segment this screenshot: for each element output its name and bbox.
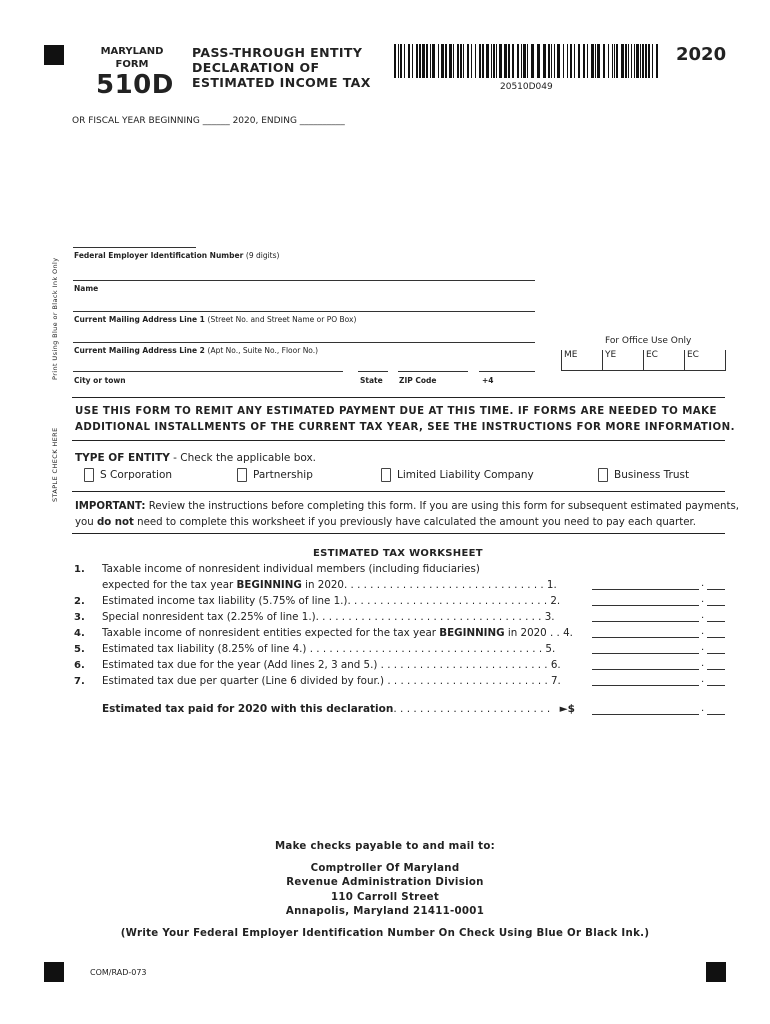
address-line-2-hint: (Apt No., Suite No., Floor No.) bbox=[207, 346, 319, 355]
barcode-bar bbox=[603, 44, 605, 78]
entity-rule bbox=[72, 491, 725, 492]
form-number: 510D bbox=[96, 70, 174, 100]
barcode-bar bbox=[400, 44, 402, 78]
decimal-point: . bbox=[701, 578, 705, 589]
office-cell-ec-2: EC bbox=[685, 350, 726, 371]
worksheet-line-text: expected for the tax year BEGINNING in 2020. . . . . . . . . . . . . . . . . . . . . . . . . . . . . . . 1. bbox=[102, 579, 557, 591]
estimated-tax-paid-line: Estimated tax paid for 2020 with this declaration. . . . . . . . . . . . . . . . . . . . . . . . ►$ bbox=[102, 703, 575, 715]
title-line-3: ESTIMATED INCOME TAX bbox=[192, 75, 371, 90]
barcode-bar bbox=[628, 44, 629, 78]
estimated-tax-paid-amount[interactable] bbox=[592, 703, 699, 715]
barcode-bar bbox=[504, 44, 507, 78]
decimal-point: . bbox=[701, 594, 705, 605]
worksheet-line bbox=[74, 609, 555, 625]
entity-type-heading bbox=[75, 452, 316, 464]
worksheet-line bbox=[74, 641, 555, 657]
address-line-1-hint: (Street No. and Street Name or PO Box) bbox=[207, 315, 357, 324]
worksheet-line-text: Taxable income of nonresident entities expected for the tax year BEGINNING in 2020 . . 4. bbox=[102, 627, 573, 639]
worksheet-line-number: 1. bbox=[74, 564, 85, 575]
zip-plus4-label: +4 bbox=[482, 376, 494, 385]
barcode-bar bbox=[512, 44, 514, 78]
notice-line-1: USE THIS FORM TO REMIT ANY ESTIMATED PAYMENT DUE AT THIS TIME. IF FORMS ARE NEEDED TO MAKE bbox=[75, 406, 717, 417]
state-label: State bbox=[360, 376, 383, 385]
barcode-bar bbox=[398, 44, 399, 78]
worksheet-title: ESTIMATED TAX WORKSHEET bbox=[313, 548, 483, 559]
fiscal-beginning-label: OR FISCAL YEAR BEGINNING bbox=[72, 116, 200, 126]
registration-mark-top-left bbox=[44, 45, 64, 65]
barcode-text: 20510D049 bbox=[500, 82, 553, 92]
entity-type-label: TYPE OF ENTITY bbox=[75, 452, 170, 464]
worksheet-line-text: Estimated tax due per quarter (Line 6 divided by four.) . . . . . . . . . . . . . . . . . . . . . . . . . 7. bbox=[102, 675, 561, 687]
state-input[interactable] bbox=[358, 371, 388, 372]
mailing-instructions bbox=[0, 840, 770, 941]
barcode-bar bbox=[508, 44, 510, 78]
barcode-bar bbox=[523, 44, 526, 78]
barcode-bar bbox=[631, 44, 632, 78]
barcode-bar bbox=[614, 44, 615, 78]
form-title bbox=[192, 45, 371, 90]
payment-notice bbox=[75, 404, 735, 436]
worksheet-line-text: Estimated tax due for the year (Add lines 2, 3 and 5.) . . . . . . . . . . . . . . . . . . . . . . . . . . 6. bbox=[102, 659, 561, 671]
barcode-bar bbox=[531, 44, 534, 78]
barcode-bar bbox=[426, 44, 428, 78]
worksheet-cents-input[interactable] bbox=[707, 578, 725, 590]
zip-plus4-input[interactable] bbox=[479, 371, 535, 372]
office-use-table bbox=[561, 350, 726, 371]
barcode-bar bbox=[548, 44, 550, 78]
barcode-bar bbox=[645, 44, 647, 78]
barcode-bar bbox=[445, 44, 447, 78]
decimal-point: . bbox=[701, 703, 705, 714]
decimal-point: . bbox=[701, 674, 705, 685]
estimated-tax-paid-label: Estimated tax paid for 2020 with this declaration bbox=[102, 703, 394, 715]
notice-rule-bottom bbox=[72, 440, 725, 441]
worksheet-cents-input[interactable] bbox=[707, 610, 725, 622]
barcode-bar bbox=[537, 44, 540, 78]
worksheet-line bbox=[74, 673, 561, 689]
barcode-bar bbox=[475, 44, 476, 78]
worksheet-line-number: 3. bbox=[74, 612, 85, 623]
address-line-1-label: Current Mailing Address Line 1 (Street No. and Street Name or PO Box) bbox=[74, 315, 357, 324]
address-line-2-input[interactable] bbox=[73, 342, 535, 343]
worksheet-line bbox=[74, 593, 560, 609]
decimal-point: . bbox=[701, 658, 705, 669]
barcode-bar bbox=[438, 44, 439, 78]
s-corp-checkbox[interactable] bbox=[84, 468, 94, 482]
barcode-bar bbox=[583, 44, 585, 78]
worksheet-amount-input[interactable] bbox=[592, 578, 699, 590]
city-label: City or town bbox=[74, 376, 126, 385]
barcode-bar bbox=[621, 44, 624, 78]
office-cell-me: ME bbox=[562, 350, 603, 371]
entity-option-s-corp[interactable]: S Corporation bbox=[84, 467, 172, 483]
fein-input[interactable] bbox=[73, 247, 196, 248]
barcode-bar bbox=[616, 44, 618, 78]
barcode-bar bbox=[636, 44, 639, 78]
barcode-bar bbox=[563, 44, 564, 78]
barcode-bar bbox=[479, 44, 481, 78]
worksheet-line-text: Estimated income tax liability (5.75% of line 1.). . . . . . . . . . . . . . . . . . . . . . . . . . . . . . . 2. bbox=[102, 595, 561, 607]
barcode-bar bbox=[640, 44, 641, 78]
ink-instruction-vertical: Print Using Blue or Black Ink Only bbox=[51, 257, 59, 380]
important-note: IMPORTANT: Review the instructions before completing this form. If you are using this form for subsequent estimated payments, you do not need to complete this worksheet if you previously have calculated the amount you need to pay each quarter. bbox=[75, 501, 740, 528]
entity-option-partnership[interactable]: Partnership bbox=[237, 467, 313, 483]
zip-input[interactable] bbox=[398, 371, 468, 372]
fiscal-beginning-field[interactable]: ______ bbox=[202, 116, 230, 126]
barcode-bar bbox=[656, 44, 658, 78]
barcode-bar bbox=[422, 44, 425, 78]
barcode-bar bbox=[416, 44, 418, 78]
form-state-header bbox=[92, 45, 172, 71]
fein-label: Federal Employer Identification Number (9 digits) bbox=[74, 251, 280, 260]
tax-year: 2020 bbox=[676, 44, 727, 65]
mailing-line-3: 110 Carroll Street bbox=[330, 891, 440, 903]
registration-mark-bottom-right bbox=[706, 962, 726, 982]
barcode-bar bbox=[486, 44, 489, 78]
barcode-bar bbox=[430, 44, 431, 78]
barcode-bar bbox=[557, 44, 560, 78]
barcode-bar bbox=[412, 44, 413, 78]
barcode-bar bbox=[449, 44, 452, 78]
worksheet-line-number: 2. bbox=[74, 596, 85, 607]
worksheet-cents-input[interactable] bbox=[707, 626, 725, 638]
important-rule bbox=[72, 533, 725, 534]
entity-type-instruction: - Check the applicable box. bbox=[169, 452, 317, 464]
barcode-bar bbox=[463, 44, 464, 78]
worksheet-amount-input[interactable] bbox=[592, 626, 699, 638]
worksheet-line bbox=[74, 577, 557, 593]
barcode-bar bbox=[551, 44, 552, 78]
barcode bbox=[394, 44, 660, 78]
barcode-bar bbox=[612, 44, 613, 78]
llc-checkbox[interactable] bbox=[381, 468, 391, 482]
form-code: COM/RAD-073 bbox=[90, 968, 147, 977]
barcode-bar bbox=[517, 44, 519, 78]
worksheet-amount-input[interactable] bbox=[592, 658, 699, 670]
mailing-note: (Write Your Federal Employer Identification Number On Check Using Blue Or Black Ink.) bbox=[120, 927, 650, 939]
worksheet-line-number: 7. bbox=[74, 676, 85, 687]
arrow-dollar-icon: ►$ bbox=[559, 703, 575, 715]
barcode-bar bbox=[591, 44, 594, 78]
decimal-point: . bbox=[701, 610, 705, 621]
fiscal-year-line bbox=[72, 116, 345, 126]
name-label: Name bbox=[74, 284, 99, 293]
barcode-bar bbox=[642, 44, 644, 78]
worksheet-amount-input[interactable] bbox=[592, 674, 699, 686]
worksheet-amount-input[interactable] bbox=[592, 642, 699, 654]
decimal-point: . bbox=[701, 642, 705, 653]
fiscal-ending-field[interactable]: __________ bbox=[299, 116, 345, 126]
office-use-title: For Office Use Only bbox=[605, 336, 692, 346]
barcode-bar bbox=[543, 44, 546, 78]
barcode-bar bbox=[394, 44, 396, 78]
barcode-bar bbox=[496, 44, 497, 78]
mailing-line-2: Revenue Administration Division bbox=[286, 877, 484, 888]
barcode-bar bbox=[491, 44, 492, 78]
estimated-tax-paid-cents[interactable] bbox=[707, 703, 725, 715]
entity-option-llc[interactable]: Limited Liability Company bbox=[381, 467, 534, 483]
partnership-checkbox[interactable] bbox=[237, 468, 247, 482]
barcode-bar bbox=[597, 44, 600, 78]
barcode-bar bbox=[554, 44, 555, 78]
barcode-bar bbox=[460, 44, 462, 78]
barcode-bar bbox=[471, 44, 472, 78]
worksheet-amount-input[interactable] bbox=[592, 610, 699, 622]
name-input[interactable] bbox=[73, 280, 535, 281]
office-cell-ec-1: EC bbox=[644, 350, 685, 371]
address-line-1-input[interactable] bbox=[73, 311, 535, 312]
worksheet-amount-input[interactable] bbox=[592, 594, 699, 606]
worksheet-line-text: Taxable income of nonresident individual members (including fiduciaries) bbox=[102, 563, 480, 575]
barcode-bar bbox=[648, 44, 650, 78]
barcode-bar bbox=[467, 44, 469, 78]
barcode-bar bbox=[652, 44, 653, 78]
fiscal-ending-label: 2020, ENDING bbox=[232, 116, 297, 126]
worksheet-line bbox=[74, 625, 573, 641]
barcode-bar bbox=[404, 44, 405, 78]
barcode-bar bbox=[625, 44, 627, 78]
worksheet-line-number: 6. bbox=[74, 660, 85, 671]
barcode-bar bbox=[634, 44, 635, 78]
staple-check-vertical: STAPLE CHECK HERE bbox=[51, 427, 59, 502]
important-label: IMPORTANT: bbox=[75, 501, 146, 512]
barcode-bar bbox=[567, 44, 568, 78]
mailing-line-4: Annapolis, Maryland 21411-0001 bbox=[285, 906, 485, 917]
barcode-bar bbox=[432, 44, 435, 78]
registration-mark-bottom-left bbox=[44, 962, 64, 982]
form-word: FORM bbox=[115, 59, 149, 70]
barcode-bar bbox=[570, 44, 572, 78]
notice-line-2: ADDITIONAL INSTALLMENTS OF THE CURRENT TAX YEAR, SEE THE INSTRUCTIONS FOR MORE INFORMATION. bbox=[75, 422, 735, 433]
title-line-2: DECLARATION OF bbox=[192, 60, 320, 75]
worksheet-line-number: 4. bbox=[74, 628, 85, 639]
barcode-bar bbox=[408, 44, 410, 78]
mailing-intro: Make checks payable to and mail to: bbox=[274, 841, 496, 852]
worksheet-cents-input[interactable] bbox=[707, 674, 725, 686]
barcode-bar bbox=[578, 44, 580, 78]
worksheet-line-text: Estimated tax liability (8.25% of line 4.) . . . . . . . . . . . . . . . . . . . . . . . . . . . . . . . . . . . . 5. bbox=[102, 643, 556, 655]
barcode-bar bbox=[482, 44, 484, 78]
barcode-bar bbox=[587, 44, 588, 78]
barcode-bar bbox=[453, 44, 454, 78]
barcode-bar bbox=[419, 44, 421, 78]
barcode-bar bbox=[493, 44, 495, 78]
address-line-2-label: Current Mailing Address Line 2 (Apt No., Suite No., Floor No.) bbox=[74, 346, 319, 355]
state-name: MARYLAND bbox=[100, 46, 164, 57]
worksheet-line-number: 5. bbox=[74, 644, 85, 655]
barcode-bar bbox=[499, 44, 502, 78]
worksheet-cents-input[interactable] bbox=[707, 594, 725, 606]
zip-label: ZIP Code bbox=[399, 376, 437, 385]
barcode-bar bbox=[527, 44, 528, 78]
worksheet-line-text: Special nonresident tax (2.25% of line 1.). . . . . . . . . . . . . . . . . . . . . . . . . . . . . . . . . . . 3. bbox=[102, 611, 555, 623]
fein-hint: (9 digits) bbox=[245, 251, 280, 260]
title-line-1: PASS-THROUGH ENTITY bbox=[192, 45, 363, 60]
business-trust-checkbox[interactable] bbox=[598, 468, 608, 482]
decimal-point: . bbox=[701, 626, 705, 637]
worksheet-line bbox=[74, 657, 561, 673]
barcode-bar bbox=[595, 44, 596, 78]
office-cell-ye: YE bbox=[603, 350, 644, 371]
entity-option-business-trust[interactable]: Business Trust bbox=[598, 467, 689, 483]
city-input[interactable] bbox=[73, 371, 343, 372]
worksheet-cents-input[interactable] bbox=[707, 642, 725, 654]
barcode-bar bbox=[521, 44, 522, 78]
notice-rule-top bbox=[72, 397, 725, 398]
barcode-bar bbox=[574, 44, 575, 78]
worksheet-cents-input[interactable] bbox=[707, 658, 725, 670]
barcode-bar bbox=[608, 44, 609, 78]
mailing-line-1: Comptroller Of Maryland bbox=[310, 862, 460, 874]
barcode-bar bbox=[441, 44, 444, 78]
worksheet-line bbox=[74, 561, 480, 577]
barcode-bar bbox=[457, 44, 459, 78]
